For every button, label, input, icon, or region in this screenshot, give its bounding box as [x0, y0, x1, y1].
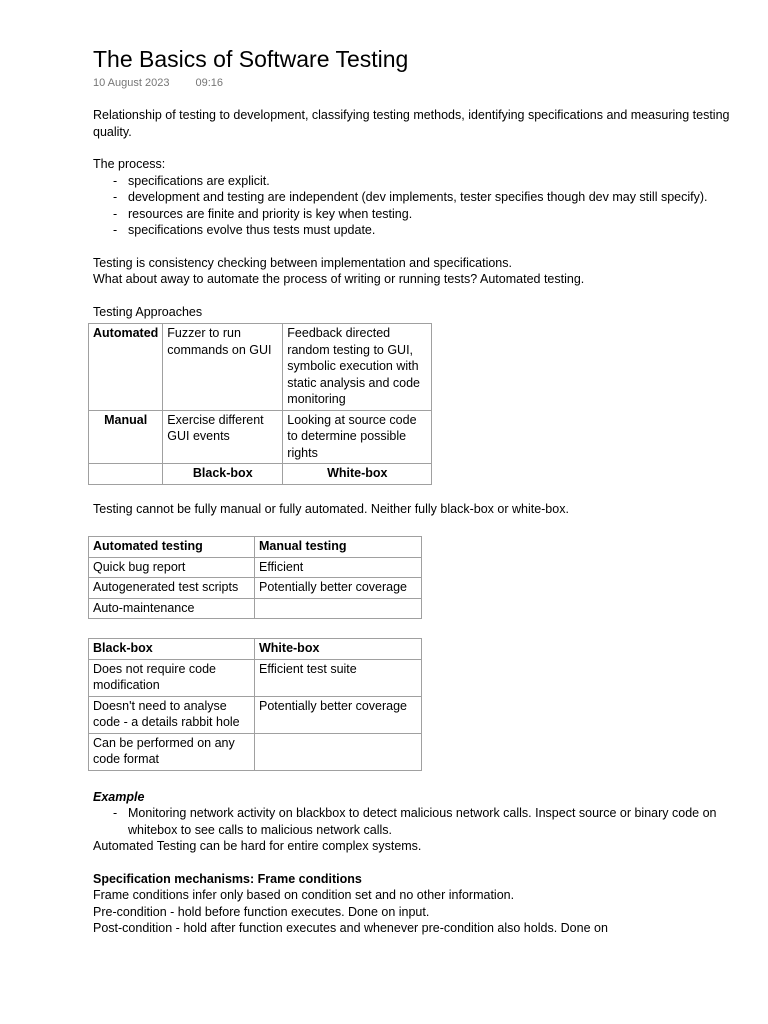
black-vs-white-box-table [88, 638, 422, 771]
process-heading: The process: [93, 157, 166, 171]
example-list [93, 805, 733, 838]
table-cell: Does not require code modification [89, 659, 255, 696]
note-date: 10 August 2023 [93, 77, 170, 89]
table-row [89, 696, 422, 733]
table-cell-empty [89, 464, 163, 485]
row-label-manual: Manual [89, 410, 163, 464]
table-row [89, 557, 422, 578]
table-row [89, 324, 432, 411]
table-cell: Auto-maintenance [89, 598, 255, 619]
note-page [93, 44, 733, 937]
table-row [89, 598, 422, 619]
table-cell: Potentially better coverage [255, 578, 422, 599]
consistency-text: Testing is consistency checking between implementation and specifications. [93, 255, 512, 270]
table-header: Manual testing [255, 537, 422, 558]
table-cell: Exercise different GUI events [163, 410, 283, 464]
automated-vs-manual-table [88, 536, 422, 619]
table-cell: Fuzzer to run commands on GUI [163, 324, 283, 411]
table-row [89, 410, 432, 464]
list-item: - specifications are explicit. [113, 173, 733, 190]
page-title: The Basics of Software Testing [93, 46, 409, 72]
table-header: Automated testing [89, 537, 255, 558]
automate-question-text: What about away to automate the process of writing or running tests? Automated testing. [93, 272, 585, 286]
table-cell: Autogenerated test scripts [89, 578, 255, 599]
table-cell: Looking at source code to determine possible rights [283, 410, 432, 464]
note-timestamp [93, 76, 733, 90]
spec-line: Pre-condition - hold before function executes. Done on input. [93, 904, 430, 919]
spec-line: Post-condition - hold after function executes and whenever pre-condition also holds. Done on [93, 921, 608, 935]
table-cell: Doesn't need to analyse code - a details rabbit hole [89, 696, 255, 733]
table-cell: Feedback directed random testing to GUI, symbolic execution with static analysis and code monitoring [283, 324, 432, 411]
list-item: - Monitoring network activity on blackbox to detect malicious network calls. Inspect source or binary code on whitebox to see calls to malicious network calls. [113, 805, 733, 838]
example-after-text: Automated Testing can be hard for entire complex systems. [93, 839, 422, 853]
table-cell: Potentially better coverage [255, 696, 422, 733]
table-header-row [89, 639, 422, 660]
table-row [89, 733, 422, 770]
table-cell: Efficient test suite [255, 659, 422, 696]
table-cell [255, 733, 422, 770]
not-fully-text: Testing cannot be fully manual or fully automated. Neither fully black-box or white-box. [93, 501, 569, 516]
table-header-row [89, 537, 422, 558]
process-list [93, 173, 733, 239]
table-cell [255, 598, 422, 619]
row-label-automated: Automated [89, 324, 163, 411]
list-item: - resources are finite and priority is key when testing. [113, 206, 733, 223]
table-row [89, 659, 422, 696]
table-header: Black-box [89, 639, 255, 660]
table-cell: Efficient [255, 557, 422, 578]
table-cell: Quick bug report [89, 557, 255, 578]
column-label-white-box: White-box [283, 464, 432, 485]
table-cell: Can be performed on any code format [89, 733, 255, 770]
approaches-heading: Testing Approaches [93, 304, 203, 319]
intro-paragraph: Relationship of testing to development, classifying testing methods, identifying specifications and measuring testing quality. [93, 108, 730, 139]
spec-heading: Specification mechanisms: Frame conditions [93, 871, 362, 886]
table-row [89, 578, 422, 599]
note-time: 09:16 [195, 77, 223, 89]
list-item: - development and testing are independent (dev implements, tester specifies though dev may still specify). [113, 189, 733, 206]
example-heading: Example [93, 789, 145, 804]
list-item: - specifications evolve thus tests must update. [113, 222, 733, 239]
table-row [89, 464, 432, 485]
spec-line: Frame conditions infer only based on condition set and no other information. [93, 888, 515, 902]
column-label-black-box: Black-box [163, 464, 283, 485]
table-header: White-box [255, 639, 422, 660]
testing-approaches-table [88, 323, 432, 485]
